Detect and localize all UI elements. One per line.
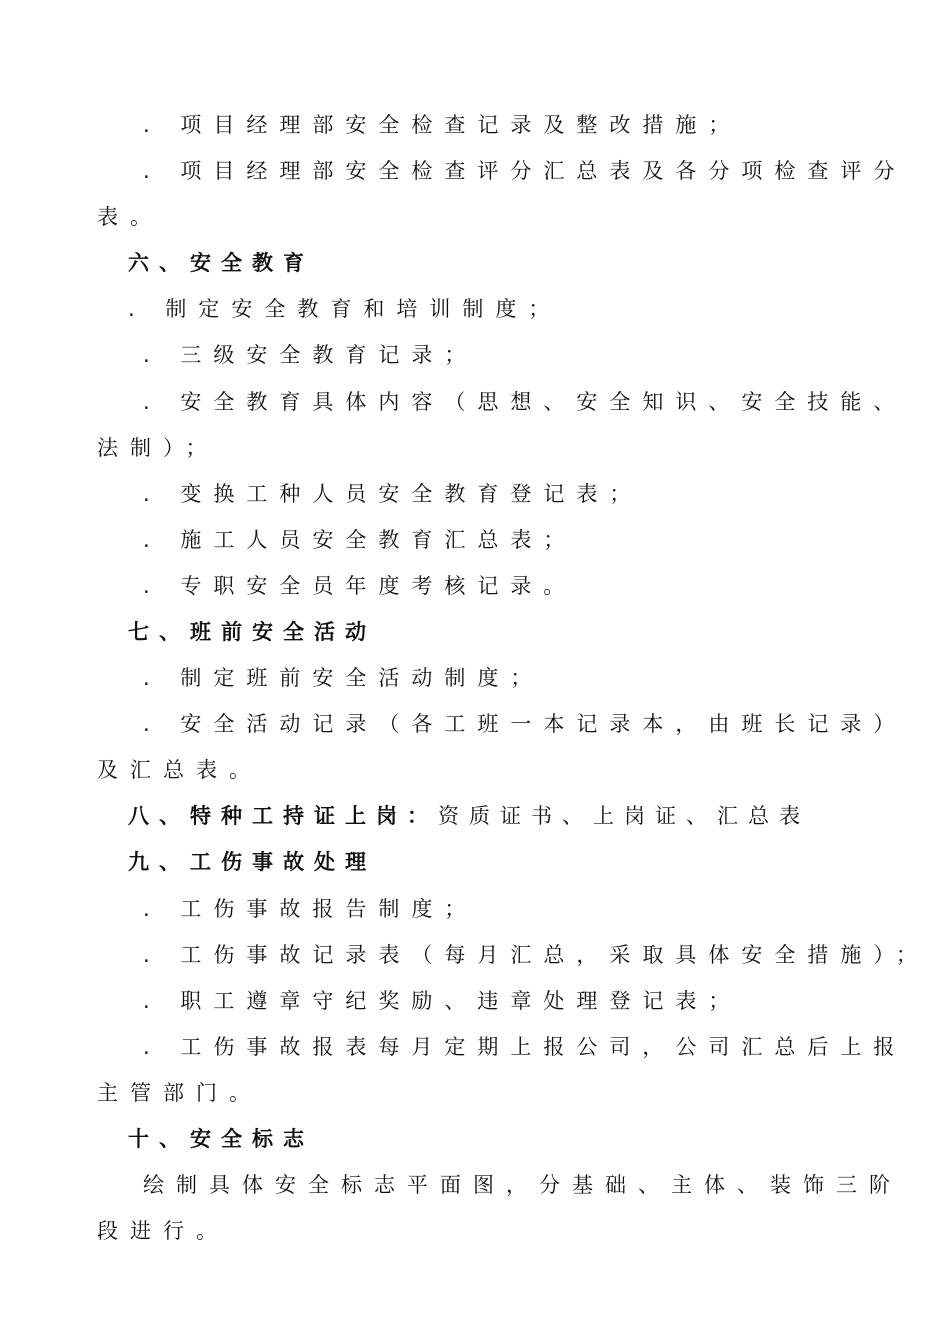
item-activity-record: . 安全活动记录（各工班一本记录本，由班长记录） bbox=[143, 712, 907, 736]
item-activity-record-cont: 及汇总表。 bbox=[97, 758, 262, 782]
item-pre-shift-system: . 制定班前安全活动制度； bbox=[143, 666, 544, 690]
section-heading-certified-workers-title: 八、特种工持证上岗： bbox=[128, 804, 438, 828]
item-accident-report-system: . 工伤事故报告制度； bbox=[143, 897, 478, 921]
item-job-change-registration: . 变换工种人员安全教育登记表； bbox=[143, 482, 643, 506]
item-three-level-education: . 三级安全教育记录； bbox=[143, 343, 478, 367]
item-accident-record-table: . 工伤事故记录表（每月汇总，采取具体安全措施）； bbox=[143, 943, 929, 967]
section-heading-certified-workers bbox=[128, 803, 810, 829]
item-education-system: . 制定安全教育和培训制度； bbox=[128, 297, 562, 321]
certified-workers-documents: 资质证书、上岗证、汇总表 bbox=[438, 804, 810, 828]
item-inspection-score-summary: . 项目经理部安全检查评分汇总表及各分项检查评分 bbox=[143, 159, 907, 183]
item-sign-layout-plan-cont: 段进行。 bbox=[97, 1219, 229, 1243]
section-heading-injury-handling: 九、工伤事故处理 bbox=[128, 850, 376, 874]
item-education-content: . 安全教育具体内容（思想、安全知识、安全技能、 bbox=[143, 390, 907, 414]
item-monthly-report: . 工伤事故报表每月定期上报公司，公司汇总后上报 bbox=[143, 1035, 907, 1059]
item-inspection-record: . 项目经理部安全检查记录及整改措施； bbox=[143, 113, 742, 137]
item-sign-layout-plan: 绘制具体安全标志平面图，分基础、主体、装饰三阶 bbox=[143, 1173, 902, 1197]
item-discipline-registration: . 职工遵章守纪奖励、违章处理登记表； bbox=[143, 989, 742, 1013]
item-safety-officer-assessment: . 专职安全员年度考核记录。 bbox=[143, 574, 577, 598]
item-education-content-cont: 法制）； bbox=[97, 436, 219, 460]
item-workers-education-summary: . 施工人员安全教育汇总表； bbox=[143, 528, 577, 552]
section-heading-safety-signs: 十、安全标志 bbox=[128, 1127, 314, 1151]
section-heading-safety-education: 六、安全教育 bbox=[128, 251, 314, 275]
section-heading-pre-shift-activity: 七、班前安全活动 bbox=[128, 620, 376, 644]
item-inspection-score-summary-cont: 表。 bbox=[97, 205, 163, 229]
item-monthly-report-cont: 主管部门。 bbox=[97, 1081, 262, 1105]
